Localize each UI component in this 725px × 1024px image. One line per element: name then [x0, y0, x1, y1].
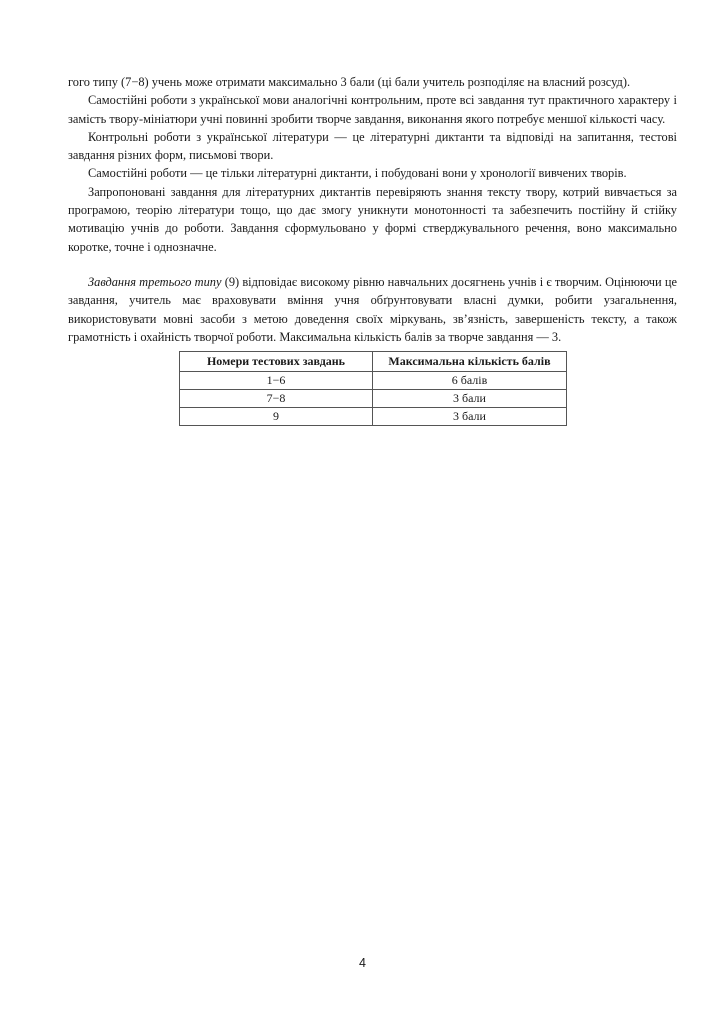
table-row — [180, 372, 567, 390]
page-number: 4 — [359, 956, 366, 970]
table-header-task-numbers: Номери тестових завдань — [180, 352, 373, 372]
paragraph-1: гого типу (7−8) учень може отримати максимально 3 бали (ці бали учитель розподіляє на власний розсуд). — [68, 75, 631, 89]
paragraph-3: Контрольні роботи з української літератури — це літературні диктанти та відповіді на запитання, тестові завдання різних форм, письмові твори. — [68, 129, 677, 163]
score-table — [179, 351, 567, 426]
table-row — [180, 408, 567, 426]
task3-italic-lead: Завдання третього типу — [88, 274, 222, 289]
table-cell-max-score: 3 бали — [373, 390, 567, 408]
paragraph-2: Самостійні роботи з української мови аналогічні контрольним, проте всі завдання тут практичного характеру і замість твору-мініатюри учні повинні зробити творче завдання, виконання якого потребує меншої кількості часу. — [68, 93, 677, 126]
task3-text: (9) відповідає високому рівню навчальних досягнень учнів і є творчим. Оцінюючи це завдання, учитель має враховувати вміння учня обґрунтовувати власні думки, робити узагальнення, використовувати мовні засоби з метою доведення своїх міркувань, зв’язність, завершеність тексту, а також грамотність і охайність творчої роботи. Максимальна кількість балів за творче завдання — 3. — [68, 274, 677, 344]
table-row — [180, 390, 567, 408]
table-cell-task-numbers: 7−8 — [180, 390, 373, 408]
paragraph-task3 — [68, 273, 677, 346]
table-cell-max-score: 3 бали — [373, 408, 567, 426]
paragraph-5: Запропоновані завдання для літературних диктантів перевіряють знання тексту твору, котрий вивчається за програмою, теорію літератури тощо, що дає змогу уникнути монотонності та забезпечить постійну й стійку мотивацію учнів до роботи. Завдання сформульовано у формі стверджувального речення, воно максимально коротке, точне і однозначне. — [68, 184, 677, 254]
paragraph-4: Самостійні роботи — це тільки літературні диктанти, і побудовані вони у хронології вивчених творів. — [88, 166, 627, 181]
page-content — [68, 73, 677, 426]
table-cell-max-score: 6 балів — [373, 372, 567, 390]
table-cell-task-numbers: 1−6 — [180, 372, 373, 390]
table-cell-task-numbers: 9 — [180, 408, 373, 426]
table-header-max-score: Максимальна кількість балів — [373, 352, 567, 372]
table-header-row — [180, 352, 567, 372]
